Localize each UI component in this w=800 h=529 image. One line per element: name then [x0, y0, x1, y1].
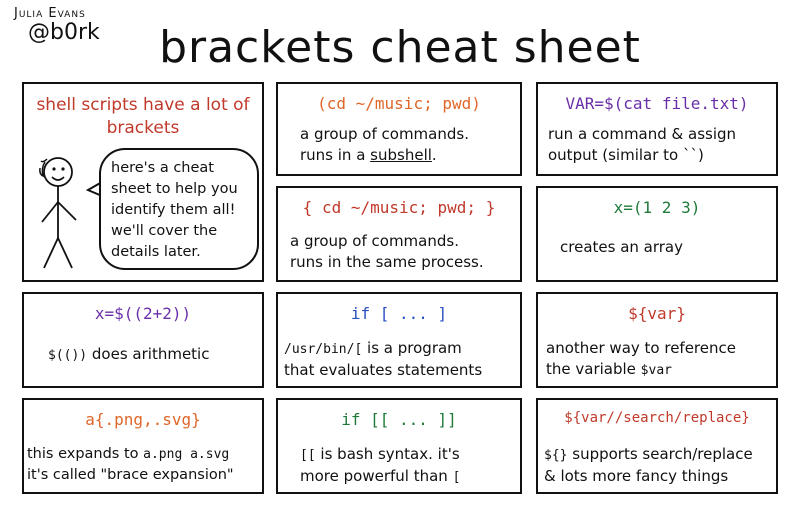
card-command-substitution [536, 82, 778, 176]
card-brace-expansion [22, 398, 264, 494]
desc-text: . [431, 146, 437, 164]
desc-code: ${} [544, 448, 568, 463]
card-code: if [[ ... ]] [341, 410, 457, 429]
card-desc-line2 [300, 145, 469, 166]
desc-code: a.png a.svg [143, 447, 230, 462]
card-code: VAR=$(cat file.txt) [565, 94, 749, 113]
author-handle: @b0rk [28, 20, 100, 45]
card-code: if [ ... ] [350, 304, 448, 323]
card-desc-line1 [300, 444, 460, 466]
intro-card [22, 82, 264, 282]
desc-text: supports search/replace [567, 445, 753, 463]
card-group-braces [276, 186, 522, 282]
desc-text: more powerful than [300, 467, 453, 485]
card-code: (cd ~/music; pwd) [317, 94, 481, 113]
card-subshell [276, 82, 522, 176]
card-desc-line1: creates an array [560, 238, 683, 256]
desc-text: does arithmetic [87, 345, 210, 363]
desc-text: this expands to [27, 446, 144, 462]
card-desc-line2 [546, 359, 736, 381]
subshell-term: subshell [370, 146, 432, 164]
card-desc-line2 [300, 466, 460, 488]
card-desc-line1 [48, 344, 209, 366]
card-code: ${var//search/replace} [564, 410, 750, 426]
card-double-bracket [276, 398, 522, 494]
card-arithmetic [22, 292, 264, 388]
card-desc-line1 [27, 444, 234, 465]
desc-code: $var [640, 363, 672, 378]
card-code: x=(1 2 3) [613, 198, 701, 217]
desc-text: is bash syntax. it's [315, 445, 460, 463]
card-code: x=$((2+2)) [94, 304, 192, 323]
stick-figure-icon [30, 150, 90, 275]
card-desc-line2: it's called "brace expansion" [27, 467, 234, 483]
card-array [536, 186, 778, 282]
card-desc-line1 [544, 444, 753, 466]
speech-bubble: here's a cheat sheet to help you identify them all! we'll cover the details later. [99, 148, 259, 270]
desc-text: the variable [546, 360, 641, 378]
desc-text: is a program [362, 339, 462, 357]
card-code: { cd ~/music; pwd; } [302, 198, 496, 217]
card-test-bracket [276, 292, 522, 388]
card-desc-line1: a group of commands. [300, 125, 469, 143]
card-desc-line2: & lots more fancy things [544, 467, 729, 485]
desc-code: [ [452, 470, 461, 485]
card-desc-line2: runs in the same process. [290, 253, 484, 271]
card-desc-line1: run a command & assign [548, 125, 737, 143]
desc-code: /usr/bin/[ [284, 342, 363, 357]
card-desc-line2: output (similar to ``) [548, 146, 704, 164]
desc-code: $(()) [48, 348, 88, 363]
card-desc-line2: that evaluates statements [284, 361, 483, 379]
card-code: ${var} [628, 304, 686, 323]
intro-heading: shell scripts have a lot of brackets [36, 95, 250, 138]
card-var-braces [536, 292, 778, 388]
card-code: a{.png,.svg} [85, 410, 201, 429]
card-desc-line1: another way to reference [546, 339, 736, 357]
page-title: brackets cheat sheet [159, 22, 641, 73]
card-desc-line1: a group of commands. [290, 232, 459, 250]
author-name: Julia Evans [14, 6, 86, 21]
desc-code: [[ [300, 448, 316, 463]
card-search-replace [536, 398, 778, 494]
card-desc-line1 [284, 338, 482, 360]
desc-text: runs in a [300, 146, 371, 164]
